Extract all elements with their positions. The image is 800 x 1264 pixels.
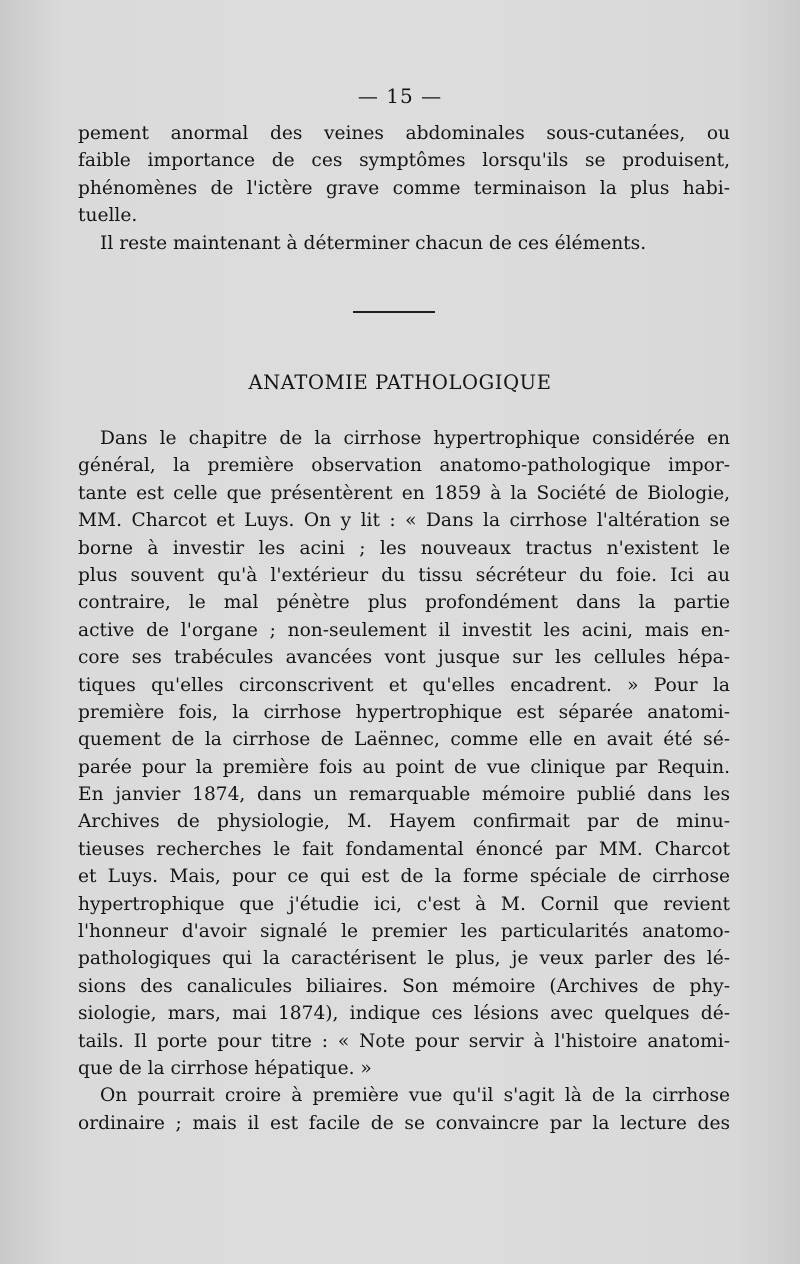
text-line: phénomènes de l'ictère grave comme terminaison la plus habi- bbox=[78, 177, 730, 199]
text-line: que de la cirrhose hépatique. » bbox=[78, 1057, 372, 1079]
text-line: On pourrait croire à première vue qu'il s'agit là de la cirrhose bbox=[100, 1085, 730, 1107]
text-line: l'honneur d'avoir signalé le premier les particularités anatomo- bbox=[78, 921, 730, 943]
text-line: MM. Charcot et Luys. On y lit : « Dans la cirrhose l'altération se bbox=[78, 510, 730, 532]
text-line: siologie, mars, mai 1874), indique ces lésions avec quelques dé- bbox=[78, 1003, 730, 1025]
text-line: Dans le chapitre de la cirrhose hypertrophique considérée en bbox=[100, 428, 730, 449]
text-line: core ses trabécules avancées vont jusque sur les cellules hépa- bbox=[78, 647, 730, 669]
text-line: contraire, le mal pénètre plus profondément dans la partie bbox=[78, 592, 730, 614]
text-line: borne à investir les acini ; les nouveaux tractus n'existent le bbox=[78, 537, 730, 559]
text-line: hypertrophique que j'étudie ici, c'est à M. Cornil que revient bbox=[78, 893, 730, 915]
page-number: — 15 — bbox=[357, 84, 443, 108]
text-line: tails. Il porte pour titre : « Note pour servir à l'histoire anatomi- bbox=[78, 1030, 730, 1052]
text-line: active de l'organe ; non-seulement il investit les acini, mais en- bbox=[78, 619, 730, 641]
text-line: sions des canalicules biliaires. Son mémoire (Archives de phy- bbox=[78, 975, 730, 997]
text-line: général, la première observation anatomo-pathologique impor- bbox=[78, 455, 730, 477]
text-line: parée pour la première fois au point de vue clinique par Requin. bbox=[78, 756, 730, 778]
body-text-block bbox=[78, 425, 730, 1137]
text-line: faible importance de ces symptômes lorsqu'ils se produisent, bbox=[78, 150, 730, 172]
section-heading: ANATOMIE PATHOLOGIQUE bbox=[248, 371, 552, 394]
text-line: et Luys. Mais, pour ce qui est de la forme spéciale de cirrhose bbox=[78, 866, 730, 888]
text-line: En janvier 1874, dans un remarquable mémoire publié dans les bbox=[78, 784, 730, 806]
text-line: tuelle. bbox=[78, 205, 138, 227]
text-line: pathologiques qui la caractérisent le plus, je veux parler des lé- bbox=[78, 948, 730, 970]
text-line: ordinaire ; mais il est facile de se convaincre par la lecture des bbox=[78, 1112, 730, 1134]
text-line: première fois, la cirrhose hypertrophique est séparée anatomi- bbox=[78, 701, 730, 723]
text-line: plus souvent qu'à l'extérieur du tissu sécréteur du foie. Ici au bbox=[78, 564, 730, 586]
text-line: tiques qu'elles circonscrivent et qu'elles encadrent. » Pour la bbox=[78, 674, 730, 696]
text-line: tante est celle que présentèrent en 1859 à la Société de Biologie, bbox=[78, 482, 730, 504]
text-line: tieuses recherches le fait fondamental énoncé par MM. Charcot bbox=[78, 838, 730, 860]
text-line: Archives de physiologie, M. Hayem confirmait par de minu- bbox=[78, 811, 730, 833]
text-line: quement de la cirrhose de Laënnec, comme elle en avait été sé- bbox=[78, 729, 730, 751]
top-text-block bbox=[78, 120, 730, 257]
text-line: pement anormal des veines abdominales sous-cutanées, ou bbox=[78, 123, 730, 144]
text-line: Il reste maintenant à déterminer chacun de ces éléments. bbox=[100, 232, 647, 254]
section-divider bbox=[353, 311, 435, 313]
